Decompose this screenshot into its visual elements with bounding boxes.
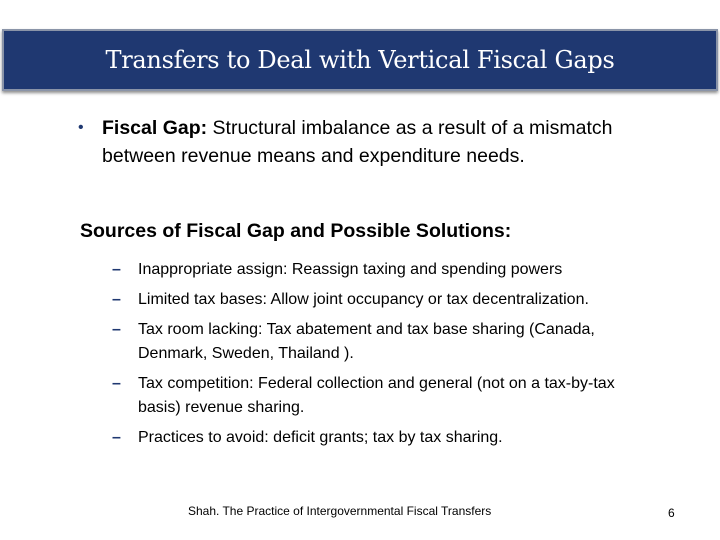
dash-bullet-icon: –	[112, 321, 121, 338]
list-item	[112, 258, 660, 282]
list-item-text: Tax room lacking: Tax abatement and tax base sharing (Canada, Denmark, Sweden, Thailand ).	[138, 321, 595, 362]
bullet-item	[78, 114, 638, 170]
bullet-term: Fiscal Gap:	[102, 117, 208, 139]
list-item-text: Inappropriate assign: Reassign taxing and spending powers	[138, 261, 563, 278]
slide-title-bar	[2, 29, 718, 91]
fiscal-gap-definition	[78, 114, 638, 170]
dash-bullet-icon: –	[112, 429, 121, 446]
dash-bullet-icon: –	[112, 375, 121, 392]
dash-bullet-icon: –	[112, 291, 121, 308]
list-item-text: Practices to avoid: deficit grants; tax by tax sharing.	[138, 429, 503, 446]
list-item	[112, 372, 660, 420]
list-item-text: Limited tax bases: Allow joint occupancy or tax decentralization.	[138, 291, 589, 308]
bullet-content	[102, 114, 638, 170]
page-number: 6	[668, 506, 675, 520]
list-item	[112, 318, 660, 366]
dash-bullet-icon: –	[112, 261, 121, 278]
bullet-text: Structural imbalance as a result of a mismatch between revenue means and expenditure needs.	[102, 117, 613, 167]
solutions-list	[112, 258, 660, 456]
slide-footer: Shah. The Practice of Intergovernmental Fiscal Transfers	[188, 504, 492, 518]
slide-title: Transfers to Deal with Vertical Fiscal Gaps	[105, 46, 615, 74]
bullet-dot-icon: •	[78, 119, 84, 136]
list-item-text: Tax competition: Federal collection and general (not on a tax-by-tax basis) revenue sharing.	[138, 375, 615, 416]
list-item	[112, 288, 660, 312]
sources-heading: Sources of Fiscal Gap and Possible Solutions:	[80, 220, 512, 242]
list-item	[112, 426, 660, 450]
